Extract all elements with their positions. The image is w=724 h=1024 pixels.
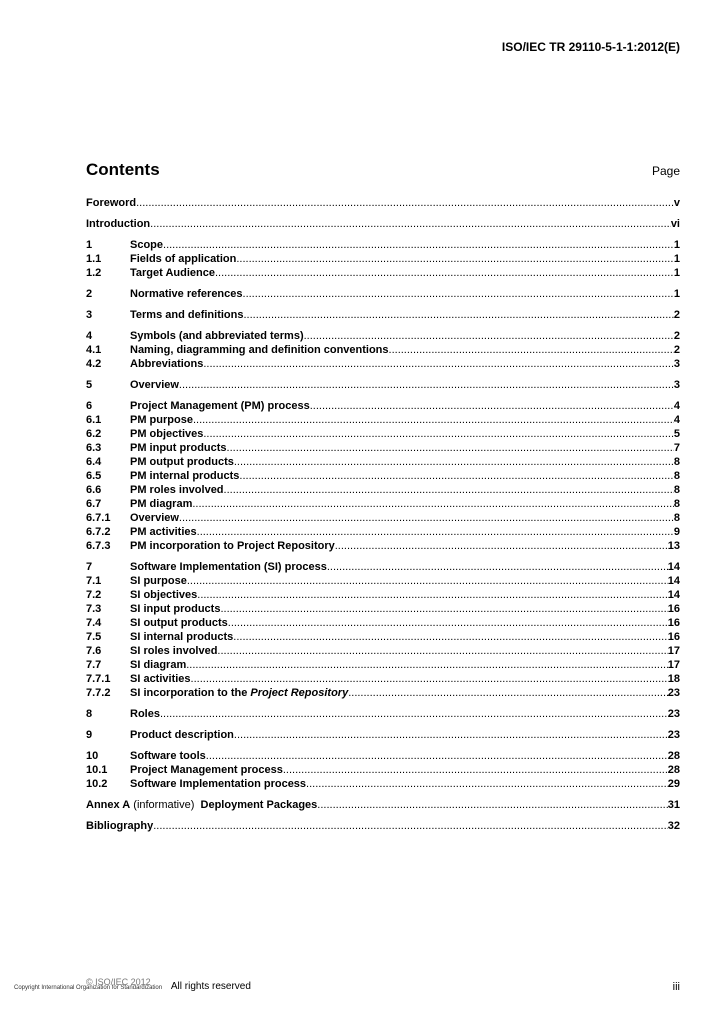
toc-leader-dots	[192, 497, 674, 511]
toc-entry-title-text: PM objectives	[130, 428, 204, 440]
toc-entry-title-text: Overview	[130, 379, 179, 391]
toc-entry-page: 8	[673, 512, 680, 524]
toc-entry-title	[130, 483, 224, 497]
toc-entry-title	[130, 266, 215, 280]
toc-entry[interactable]	[86, 658, 680, 672]
toc-entry-title-text: Software tools	[130, 750, 206, 762]
table-of-contents	[86, 196, 680, 833]
toc-entry-number: 6.4	[86, 456, 102, 468]
toc-entry[interactable]	[86, 469, 680, 483]
toc-entry-page: 8	[673, 456, 680, 468]
toc-entry[interactable]	[86, 455, 680, 469]
toc-entry-title	[86, 217, 150, 231]
toc-entry[interactable]	[86, 630, 680, 644]
toc-leader-dots	[220, 602, 667, 616]
toc-entry-page: 3	[673, 358, 680, 370]
toc-entry-title	[130, 728, 234, 742]
toc-leader-dots	[233, 630, 667, 644]
toc-entry-page: 16	[667, 631, 680, 643]
toc-entry-number: 7.7	[86, 659, 102, 671]
toc-entry-title-text: PM input products	[130, 442, 227, 454]
toc-leader-dots	[243, 287, 674, 301]
toc-entry-page: 28	[667, 764, 680, 776]
toc-entry[interactable]	[86, 238, 680, 252]
toc-entry-number: 6.1	[86, 414, 102, 426]
toc-entry-title	[130, 308, 243, 322]
rights-reserved: All rights reserved	[170, 981, 251, 992]
toc-leader-dots	[389, 343, 674, 357]
toc-entry-title	[130, 686, 348, 700]
toc-entry-number: 6.7.1	[86, 512, 111, 524]
toc-entry-number: 3	[86, 309, 93, 321]
toc-leader-dots	[306, 777, 668, 791]
toc-entry-title	[130, 455, 234, 469]
toc-entry-title-text: Roles	[130, 708, 160, 720]
toc-entry-title	[130, 525, 197, 539]
toc-entry-title-text: SI diagram	[130, 659, 187, 671]
toc-entry-title	[130, 399, 310, 413]
toc-entry-title-text: PM incorporation to Project Repository	[130, 540, 335, 552]
toc-leader-dots	[193, 413, 674, 427]
contents-heading: Contents	[86, 160, 160, 179]
toc-entry[interactable]	[86, 574, 680, 588]
toc-entry-title-text: SI purpose	[130, 575, 187, 587]
toc-entry-title-text: Software Implementation process	[130, 778, 307, 790]
toc-entry-page: 29	[667, 778, 680, 790]
toc-entry[interactable]	[86, 539, 680, 553]
toc-entry-title-text: Fields of application	[130, 253, 237, 265]
toc-entry-page: 2	[673, 330, 680, 342]
toc-entry-title	[130, 588, 197, 602]
toc-entry-title-text: Normative references	[130, 288, 243, 300]
toc-entry[interactable]	[86, 728, 680, 742]
toc-entry[interactable]	[86, 308, 680, 322]
toc-entry-title	[130, 343, 389, 357]
toc-entry-number: 7.3	[86, 603, 102, 615]
toc-entry-page: 8	[673, 484, 680, 496]
toc-leader-dots	[179, 378, 674, 392]
toc-entry-title-text: SI roles involved	[130, 645, 218, 657]
page-column-label: Page	[651, 164, 680, 178]
toc-leader-dots	[203, 357, 674, 371]
toc-entry-title	[130, 560, 327, 574]
toc-entry[interactable]	[86, 819, 680, 833]
copyright-notice: Copyright International Organization for Standardization	[14, 985, 163, 991]
toc-entry-title-text: Naming, diagramming and definition conventions	[130, 344, 389, 356]
toc-entry-number: 6.3	[86, 442, 102, 454]
toc-entry-title	[130, 616, 228, 630]
toc-entry-title-text: PM purpose	[130, 414, 193, 426]
toc-entry-number: 7	[86, 561, 93, 573]
document-id-header: ISO/IEC TR 29110-5-1-1:2012(E)	[501, 40, 680, 54]
toc-entry-title	[130, 749, 206, 763]
toc-leader-dots	[186, 658, 668, 672]
toc-entry-title-text: PM internal products	[130, 470, 240, 482]
toc-entry-number: 7.6	[86, 645, 102, 657]
toc-entry[interactable]	[86, 329, 680, 343]
toc-entry-page: 4	[673, 414, 680, 426]
toc-entry-number: 9	[86, 729, 93, 741]
toc-entry-title-text: Bibliography	[86, 820, 154, 832]
footer-page-number: iii	[672, 981, 680, 993]
toc-entry-title	[86, 798, 317, 812]
toc-leader-dots	[327, 560, 668, 574]
toc-entry-title-text: PM output products	[130, 456, 234, 468]
toc-leader-dots	[203, 427, 674, 441]
toc-entry-page: 23	[667, 708, 680, 720]
toc-leader-dots	[239, 469, 673, 483]
toc-entry-page: 14	[667, 561, 680, 573]
toc-leader-dots	[236, 252, 674, 266]
toc-entry-title	[86, 196, 136, 210]
toc-entry-title-text: Annex A	[86, 799, 131, 811]
toc-entry-title-text: Product description	[130, 729, 234, 741]
toc-entry[interactable]	[86, 525, 680, 539]
toc-entry[interactable]	[86, 378, 680, 392]
toc-leader-dots	[228, 616, 668, 630]
toc-entry-title	[130, 763, 283, 777]
toc-entry-number: 6.7.3	[86, 540, 111, 552]
toc-entry-title	[130, 469, 239, 483]
toc-entry-page: 17	[667, 645, 680, 657]
toc-leader-dots	[310, 399, 674, 413]
toc-leader-dots	[191, 672, 668, 686]
toc-entry-title-text: Project Management (PM) process	[130, 400, 310, 412]
toc-leader-dots	[283, 763, 668, 777]
toc-entry-title	[130, 630, 233, 644]
toc-entry-title	[130, 238, 163, 252]
footer-copyright	[14, 977, 251, 992]
toc-entry-title-text: SI incorporation to the	[130, 687, 251, 699]
toc-entry[interactable]	[86, 616, 680, 630]
toc-entry-title-text: Project Management process	[130, 764, 283, 776]
toc-entry[interactable]	[86, 497, 680, 511]
toc-entry[interactable]	[86, 588, 680, 602]
toc-entry-page: 5	[673, 428, 680, 440]
toc-entry-title	[130, 644, 217, 658]
toc-leader-dots	[217, 644, 667, 658]
toc-entry-title	[130, 602, 220, 616]
toc-entry-title	[130, 441, 227, 455]
toc-entry-title	[130, 413, 193, 427]
toc-entry-page: 16	[667, 603, 680, 615]
toc-entry[interactable]	[86, 798, 680, 812]
toc-entry-page: 23	[667, 729, 680, 741]
toc-entry-page: 2	[673, 309, 680, 321]
toc-entry-title-text: SI internal products	[130, 631, 234, 643]
toc-entry-number: 6.2	[86, 428, 102, 440]
toc-entry-page: 3	[673, 379, 680, 391]
toc-entry[interactable]	[86, 217, 680, 231]
toc-entry-title-text: SI output products	[130, 617, 228, 629]
toc-leader-dots	[243, 308, 673, 322]
toc-entry-page: 23	[667, 687, 680, 699]
toc-entry[interactable]	[86, 287, 680, 301]
toc-leader-dots	[317, 798, 667, 812]
toc-entry[interactable]	[86, 672, 680, 686]
toc-entry-page: 7	[673, 442, 680, 454]
toc-entry-title-text: Scope	[130, 239, 164, 251]
toc-entry-title-text: SI input products	[130, 603, 221, 615]
toc-entry-page: 1	[673, 288, 680, 300]
toc-entry[interactable]	[86, 749, 680, 763]
toc-entry[interactable]	[86, 357, 680, 371]
toc-entry-title-italic: Project Repository	[250, 687, 349, 699]
toc-leader-dots	[197, 525, 674, 539]
toc-entry-title	[130, 252, 236, 266]
toc-leader-dots	[215, 266, 674, 280]
toc-entry-title	[130, 511, 179, 525]
toc-entry-page: 31	[667, 799, 680, 811]
toc-entry-number: 4	[86, 330, 93, 342]
toc-entry[interactable]	[86, 413, 680, 427]
toc-entry-title-text: SI activities	[130, 673, 191, 685]
toc-entry-title	[130, 427, 203, 441]
toc-entry-title	[130, 777, 306, 791]
toc-entry-number: 6.5	[86, 470, 102, 482]
toc-entry-title-text: PM roles involved	[130, 484, 224, 496]
toc-leader-dots	[206, 749, 668, 763]
toc-entry-number: 1.2	[86, 267, 102, 279]
toc-entry-page: 1	[673, 253, 680, 265]
toc-leader-dots	[153, 819, 668, 833]
toc-entry-page: 28	[667, 750, 680, 762]
toc-entry-title-normal: (informative)	[130, 799, 201, 811]
toc-entry-number: 6.7	[86, 498, 102, 510]
toc-entry-title-text: Overview	[130, 512, 179, 524]
toc-entry-title	[130, 378, 179, 392]
toc-entry-page: 9	[673, 526, 680, 538]
toc-entry-number: 7.7.1	[86, 673, 111, 685]
toc-entry-title	[86, 819, 153, 833]
toc-entry-number: 7.2	[86, 589, 102, 601]
toc-entry-number: 5	[86, 379, 93, 391]
toc-leader-dots	[160, 707, 668, 721]
toc-entry[interactable]	[86, 707, 680, 721]
toc-leader-dots	[136, 196, 674, 210]
toc-entry-number: 10.2	[86, 778, 108, 790]
toc-entry[interactable]	[86, 252, 680, 266]
toc-entry[interactable]	[86, 602, 680, 616]
toc-entry[interactable]	[86, 511, 680, 525]
toc-entry-number: 6.7.2	[86, 526, 111, 538]
toc-entry[interactable]	[86, 483, 680, 497]
toc-entry-title	[130, 329, 304, 343]
toc-entry-page: 13	[667, 540, 680, 552]
toc-entry-title-text: Introduction	[86, 218, 151, 230]
toc-entry-title	[130, 672, 191, 686]
toc-entry-page: vi	[670, 218, 680, 230]
toc-entry-page: 8	[673, 470, 680, 482]
toc-entry-number: 2	[86, 288, 93, 300]
toc-entry-title-text: Abbreviations	[130, 358, 204, 370]
toc-entry-title-text: Software Implementation (SI) process	[130, 561, 327, 573]
toc-entry-number: 6.6	[86, 484, 102, 496]
toc-entry-number: 1.1	[86, 253, 102, 265]
toc-entry-page: 1	[673, 239, 680, 251]
toc-entry-title-text: PM activities	[130, 526, 197, 538]
toc-leader-dots	[179, 511, 674, 525]
toc-leader-dots	[234, 728, 668, 742]
toc-leader-dots	[304, 329, 674, 343]
toc-entry-page: 2	[673, 344, 680, 356]
toc-entry-page: 16	[667, 617, 680, 629]
toc-leader-dots	[234, 455, 674, 469]
toc-entry-number: 6	[86, 400, 93, 412]
toc-entry-title	[130, 707, 160, 721]
toc-entry-number: 1	[86, 239, 93, 251]
toc-entry-number: 10.1	[86, 764, 108, 776]
toc-entry-title	[130, 497, 192, 511]
toc-entry[interactable]	[86, 196, 680, 210]
toc-entry-page: 32	[667, 820, 680, 832]
toc-entry-title-text: SI objectives	[130, 589, 198, 601]
toc-entry-page: 14	[667, 589, 680, 601]
toc-entry[interactable]	[86, 644, 680, 658]
toc-entry-title-text: Target Audience	[130, 267, 215, 279]
toc-leader-dots	[187, 574, 668, 588]
toc-entry-title-tail: Deployment Packages	[200, 799, 318, 811]
toc-entry[interactable]	[86, 560, 680, 574]
toc-entry-number: 7.5	[86, 631, 102, 643]
toc-entry-page: 8	[673, 498, 680, 510]
toc-entry-title	[130, 658, 186, 672]
toc-entry-page: v	[673, 197, 680, 209]
toc-entry[interactable]	[86, 686, 680, 700]
toc-entry-number: 7.4	[86, 617, 102, 629]
toc-leader-dots	[348, 686, 668, 700]
toc-entry-page: 4	[673, 400, 680, 412]
toc-leader-dots	[163, 238, 674, 252]
toc-leader-dots	[197, 588, 667, 602]
toc-leader-dots	[335, 539, 668, 553]
toc-entry-number: 7.1	[86, 575, 102, 587]
toc-entry-number: 8	[86, 708, 93, 720]
toc-entry-title-text: Symbols (and abbreviated terms)	[130, 330, 304, 342]
toc-entry-title	[130, 287, 243, 301]
toc-entry-number: 7.7.2	[86, 687, 111, 699]
toc-entry-number: 4.2	[86, 358, 102, 370]
toc-entry-page: 1	[673, 267, 680, 279]
toc-entry-title-text: Terms and definitions	[130, 309, 244, 321]
toc-entry[interactable]	[86, 441, 680, 455]
toc-entry[interactable]	[86, 399, 680, 413]
toc-entry[interactable]	[86, 763, 680, 777]
toc-entry[interactable]	[86, 427, 680, 441]
toc-entry-title	[130, 539, 335, 553]
toc-entry-page: 18	[667, 673, 680, 685]
toc-leader-dots	[227, 441, 674, 455]
toc-entry-number: 4.1	[86, 344, 102, 356]
toc-entry[interactable]	[86, 777, 680, 791]
toc-entry-title	[130, 357, 203, 371]
toc-entry[interactable]	[86, 266, 680, 280]
toc-entry-page: 17	[667, 659, 680, 671]
toc-entry-title	[130, 574, 187, 588]
toc-entry[interactable]	[86, 343, 680, 357]
toc-leader-dots	[150, 217, 671, 231]
toc-entry-page: 14	[667, 575, 680, 587]
toc-entry-title-text: Foreword	[86, 197, 137, 209]
toc-leader-dots	[224, 483, 674, 497]
toc-entry-title-text: PM diagram	[130, 498, 193, 510]
toc-entry-number: 10	[86, 750, 99, 762]
iso-copyright-mark: © ISO/IEC 2012	[86, 977, 151, 987]
